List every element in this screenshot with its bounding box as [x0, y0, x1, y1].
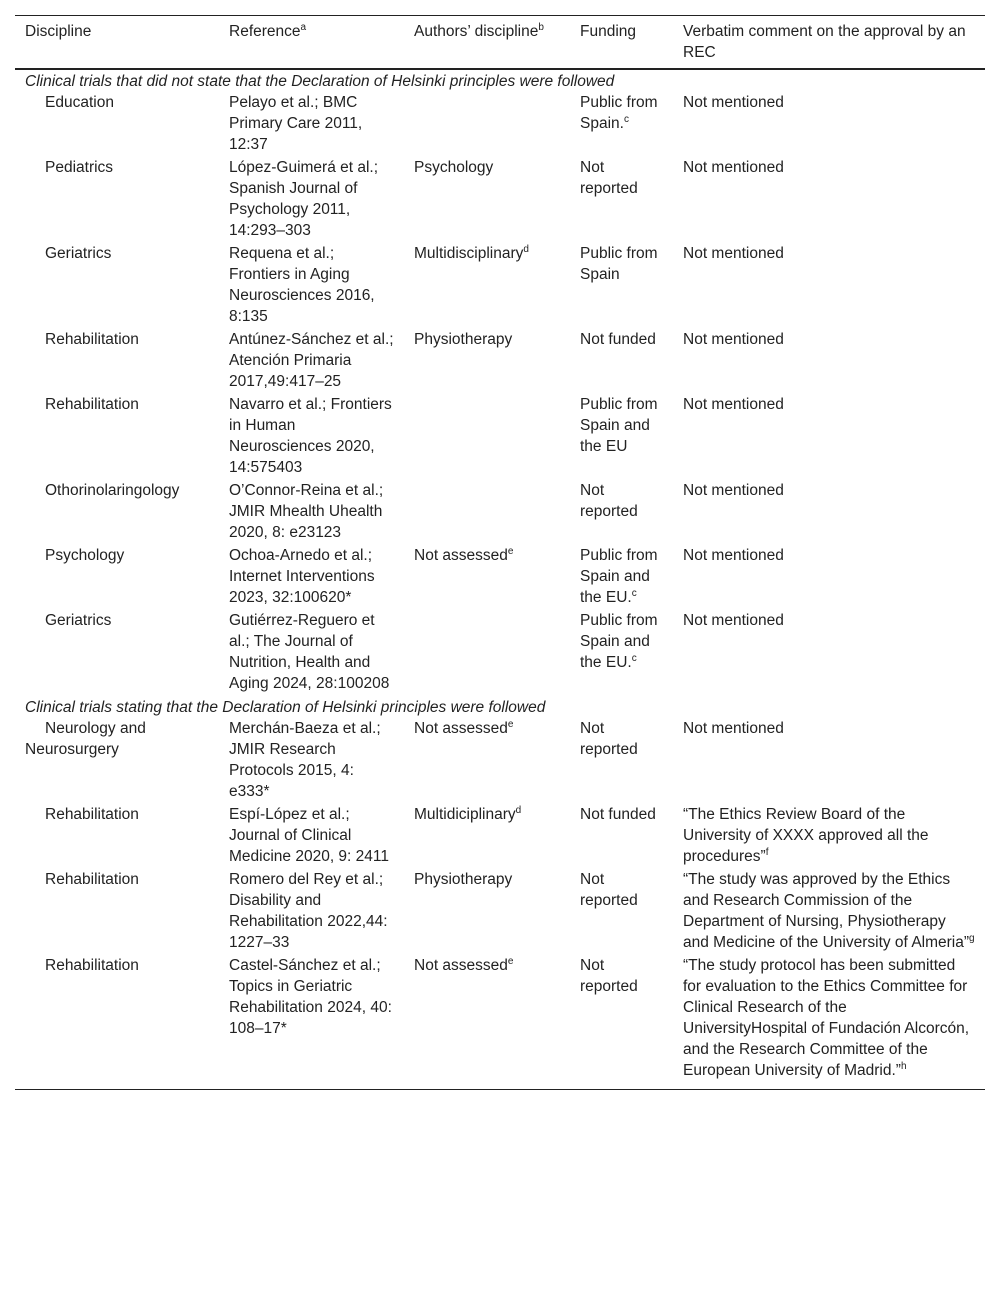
cell-discipline-text: Othorinolaringology — [45, 482, 180, 499]
cell-authors-discipline — [404, 869, 570, 955]
cell-reference-text: Castel-Sánchez et al.; Topics in Geriatric Rehabilitation 2024, 40: 108–17* — [229, 957, 392, 1037]
cell-authors-discipline — [404, 804, 570, 869]
cell-authors-discipline — [404, 243, 570, 329]
cell-discipline-text: Rehabilitation — [45, 871, 139, 888]
cell-authors-discipline — [404, 718, 570, 804]
cell-reference-text: Gutiérrez-Reguero et al.; The Journal of Nutrition, Health and Aging 2024, 28:100208 — [229, 612, 390, 692]
cell-comment-text: Not mentioned — [683, 94, 784, 111]
footnote-marker: e — [507, 545, 514, 557]
cell-authors-discipline — [404, 545, 570, 610]
cell-authors-discipline-text: Not assessed — [414, 547, 508, 564]
cell-funding-text: Not funded — [580, 806, 656, 823]
footnote-marker: d — [515, 804, 522, 816]
cell-comment-text: Not mentioned — [683, 547, 784, 564]
cell-funding-text: Public from Spain — [580, 245, 658, 283]
cell-funding-text: Not reported — [580, 159, 638, 197]
cell-comment-text: “The Ethics Review Board of the University of XXXX approved all the procedures” — [683, 806, 929, 865]
section-header-row — [15, 696, 985, 718]
cell-comment-text: “The study was approved by the Ethics and Research Commission of the Department of Nursing, Physiotherapy and Medicine of the University of Almeria” — [683, 871, 970, 951]
cell-comment — [673, 243, 985, 329]
cell-authors-discipline — [404, 92, 570, 157]
cell-discipline-text: Rehabilitation — [45, 957, 139, 974]
cell-discipline — [15, 869, 219, 955]
cell-funding — [570, 718, 673, 804]
cell-comment — [673, 92, 985, 157]
cell-authors-discipline — [404, 329, 570, 394]
table-row — [15, 955, 985, 1090]
table-body — [15, 69, 985, 1090]
cell-discipline — [15, 243, 219, 329]
cell-funding — [570, 804, 673, 869]
cell-funding — [570, 869, 673, 955]
cell-reference-text: Ochoa-Arnedo et al.; Internet Interventions 2023, 32:100620* — [229, 547, 375, 606]
cell-comment — [673, 869, 985, 955]
cell-comment — [673, 329, 985, 394]
cell-authors-discipline-text: Physiotherapy — [414, 871, 513, 888]
table-row — [15, 157, 985, 243]
footnote-marker: e — [507, 718, 514, 730]
cell-discipline — [15, 92, 219, 157]
cell-funding-text: Public from Spain and the EU — [580, 396, 658, 455]
cell-authors-discipline-text: Physiotherapy — [414, 331, 513, 348]
table-row — [15, 610, 985, 696]
cell-funding-text: Not reported — [580, 957, 638, 995]
table-row — [15, 869, 985, 955]
cell-funding — [570, 329, 673, 394]
cell-funding — [570, 243, 673, 329]
section-title: Clinical trials stating that the Declaration of Helsinki principles were followed — [25, 699, 546, 716]
section-title: Clinical trials that did not state that the Declaration of Helsinki principles were followed — [25, 73, 615, 90]
section-header-row — [15, 69, 985, 92]
cell-comment — [673, 718, 985, 804]
table-row — [15, 804, 985, 869]
table-row — [15, 480, 985, 545]
header-comment: Verbatim comment on the approval by an REC — [673, 16, 985, 70]
cell-comment — [673, 394, 985, 480]
cell-discipline-text: Pediatrics — [45, 159, 114, 176]
cell-funding — [570, 610, 673, 696]
header-funding: Funding — [570, 16, 673, 70]
table-row — [15, 92, 985, 157]
cell-discipline — [15, 718, 219, 804]
cell-authors-discipline — [404, 955, 570, 1090]
cell-comment-text: Not mentioned — [683, 331, 784, 348]
cell-reference — [219, 92, 404, 157]
footnote-marker: b — [538, 21, 544, 33]
cell-discipline-text: Geriatrics — [45, 612, 112, 629]
cell-reference-text: López-Guimerá et al.; Spanish Journal of Psychology 2011, 14:293–303 — [229, 159, 379, 239]
table-row — [15, 545, 985, 610]
cell-reference — [219, 394, 404, 480]
cell-discipline-text: Geriatrics — [45, 245, 112, 262]
cell-discipline-text: Neurology and Neurosurgery — [25, 720, 146, 758]
cell-authors-discipline — [404, 157, 570, 243]
cell-comment — [673, 545, 985, 610]
cell-funding-text: Public from Spain and the EU. — [580, 547, 658, 606]
cell-comment-text: “The study protocol has been submitted for evaluation to the Ethics Committee for Clinical Research of the UniversityHospital of Fundación Alcorcón, and the Research Committee of the European University of Madrid.” — [683, 957, 970, 1079]
table-header — [15, 16, 985, 70]
cell-comment — [673, 157, 985, 243]
cell-reference-text: O’Connor-Reina et al.; JMIR Mhealth Uhealth 2020, 8: e23123 — [229, 482, 384, 541]
footnote-marker: e — [507, 955, 514, 967]
cell-discipline-text: Rehabilitation — [45, 806, 139, 823]
cell-comment-text: Not mentioned — [683, 396, 784, 413]
cell-funding — [570, 157, 673, 243]
cell-authors-discipline — [404, 480, 570, 545]
footnote-marker: a — [300, 21, 307, 33]
cell-reference — [219, 545, 404, 610]
footnote-marker: c — [631, 652, 637, 664]
cell-comment-text: Not mentioned — [683, 159, 784, 176]
header-discipline: Discipline — [15, 16, 219, 70]
cell-reference-text: Requena et al.; Frontiers in Aging Neurosciences 2016, 8:135 — [229, 245, 375, 325]
cell-comment — [673, 804, 985, 869]
cell-authors-discipline-text: Not assessed — [414, 957, 508, 974]
cell-reference-text: Romero del Rey et al.; Disability and Rehabilitation 2022,44: 1227–33 — [229, 871, 388, 951]
cell-reference — [219, 480, 404, 545]
cell-authors-discipline — [404, 394, 570, 480]
table-row — [15, 243, 985, 329]
cell-comment-text: Not mentioned — [683, 720, 784, 737]
cell-funding-text: Not funded — [580, 331, 656, 348]
cell-reference — [219, 243, 404, 329]
cell-reference — [219, 329, 404, 394]
cell-comment-text: Not mentioned — [683, 612, 784, 629]
cell-discipline — [15, 955, 219, 1090]
cell-discipline-text: Rehabilitation — [45, 331, 139, 348]
cell-reference — [219, 157, 404, 243]
cell-funding — [570, 955, 673, 1090]
header-reference: Reference$^a$ — [219, 16, 404, 70]
cell-funding-text: Not reported — [580, 720, 638, 758]
cell-authors-discipline-text: Multidiciplinary — [414, 806, 516, 823]
cell-discipline — [15, 157, 219, 243]
footnote-marker: h — [900, 1060, 907, 1072]
header-authors-discipline: Authors’ discipline$^b$ — [404, 16, 570, 70]
footnote-marker: d — [523, 243, 529, 255]
cell-funding — [570, 480, 673, 545]
table-row — [15, 394, 985, 480]
cell-reference — [219, 869, 404, 955]
cell-authors-discipline — [404, 610, 570, 696]
cell-reference-text: Pelayo et al.; BMC Primary Care 2011, 12:37 — [229, 94, 363, 153]
cell-discipline-text: Rehabilitation — [45, 396, 139, 413]
cell-discipline — [15, 804, 219, 869]
cell-discipline — [15, 480, 219, 545]
table-row — [15, 718, 985, 804]
cell-reference — [219, 718, 404, 804]
cell-comment-text: Not mentioned — [683, 482, 784, 499]
cell-discipline — [15, 394, 219, 480]
cell-discipline — [15, 610, 219, 696]
cell-funding-text: Not reported — [580, 482, 638, 520]
cell-reference — [219, 804, 404, 869]
cell-comment-text: Not mentioned — [683, 245, 784, 262]
footnote-marker: c — [631, 587, 637, 599]
cell-funding — [570, 545, 673, 610]
cell-discipline-text: Education — [45, 94, 114, 111]
cell-reference-text: Navarro et al.; Frontiers in Human Neurosciences 2020, 14:575403 — [229, 396, 392, 476]
ethics-table — [15, 15, 985, 1090]
cell-reference-text: Merchán-Baeza et al.; JMIR Research Protocols 2015, 4: e333* — [229, 720, 381, 800]
cell-authors-discipline-text: Psychology — [414, 159, 494, 176]
cell-comment — [673, 955, 985, 1090]
cell-reference — [219, 610, 404, 696]
cell-reference-text: Antúnez-Sánchez et al.; Atención Primaria 2017,49:417–25 — [229, 331, 394, 390]
cell-comment — [673, 480, 985, 545]
footnote-marker: f — [765, 846, 769, 858]
cell-discipline — [15, 329, 219, 394]
footnote-marker: g — [969, 932, 975, 944]
cell-funding — [570, 92, 673, 157]
cell-funding-text: Public from Spain and the EU. — [580, 612, 658, 671]
cell-reference-text: Espí-López et al.; Journal of Clinical Medicine 2020, 9: 2411 — [229, 806, 389, 865]
cell-funding-text: Public from Spain. — [580, 94, 658, 132]
cell-funding-text: Not reported — [580, 871, 638, 909]
cell-authors-discipline-text: Multidisciplinary — [414, 245, 524, 262]
cell-discipline-text: Psychology — [45, 547, 125, 564]
cell-funding — [570, 394, 673, 480]
footnote-marker: c — [623, 113, 629, 125]
cell-authors-discipline-text: Not assessed — [414, 720, 508, 737]
cell-discipline — [15, 545, 219, 610]
cell-comment — [673, 610, 985, 696]
table-row — [15, 329, 985, 394]
cell-reference — [219, 955, 404, 1090]
